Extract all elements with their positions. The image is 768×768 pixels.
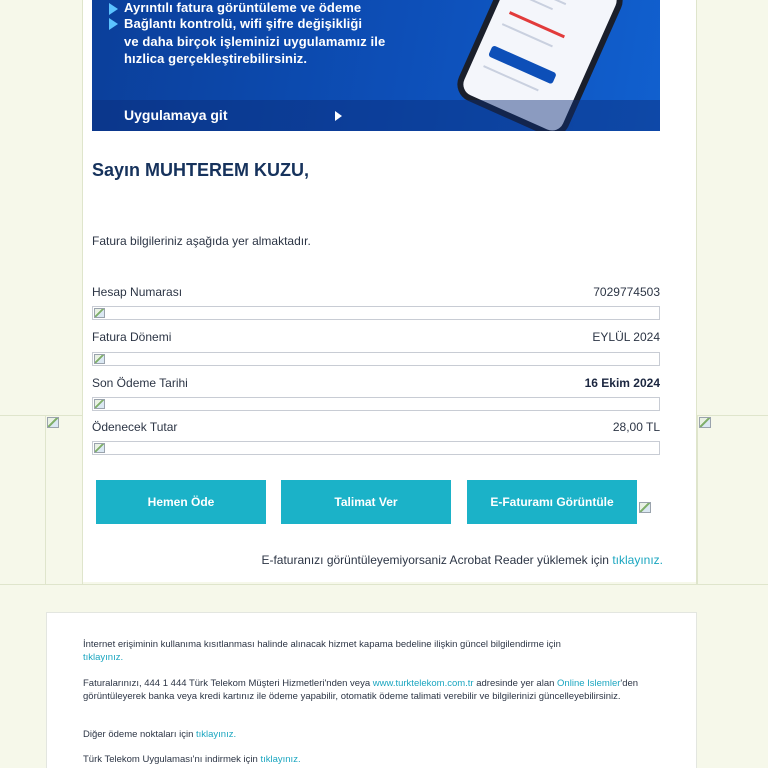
invoice-period-label: Fatura Dönemi xyxy=(92,330,172,344)
frame-line xyxy=(0,584,768,585)
bullet-arrow-icon xyxy=(109,3,118,15)
payment-points-link[interactable]: tıklayınız. xyxy=(196,729,237,740)
acrobat-text: E-faturanızı görüntüleyemiyorsaniz Acrobat Reader yüklemek için xyxy=(261,553,613,567)
due-date-value: 16 Ekim 2024 xyxy=(584,376,660,390)
bullet-arrow-icon xyxy=(109,18,118,30)
side-image-left xyxy=(45,415,83,585)
amount-due-value: 28,00 TL xyxy=(612,420,660,434)
intro-text: Fatura bilgileriniz aşağıda yer almaktadır. xyxy=(92,234,311,248)
amount-due-label: Ödenecek Tutar xyxy=(92,420,178,434)
pay-now-button[interactable]: Hemen Öde xyxy=(96,480,266,524)
app-banner[interactable] xyxy=(92,0,660,131)
footer-paragraph xyxy=(83,728,663,741)
broken-image-icon xyxy=(94,443,105,453)
invoice-period-value: EYLÜL 2024 xyxy=(592,330,660,344)
row-separator xyxy=(92,397,660,411)
footer-text: 'den görüntüleyerek banka veya kredi kartınız ile ödeme yapabilir, otomatik ödeme talimati verebilir ve bilgilerinizi güncelleyebilirsiniz. xyxy=(83,678,639,702)
due-date-label: Son Ödeme Tarihi xyxy=(92,376,188,390)
broken-image-icon xyxy=(47,417,59,428)
banner-line: hızlica gerçekleştirebilirsiniz. xyxy=(124,51,308,66)
turktelekom-link[interactable]: www.turktelekom.com.tr xyxy=(372,678,474,689)
service-closure-link[interactable]: tıklayınız. xyxy=(83,652,124,663)
broken-image-icon xyxy=(94,308,105,318)
side-image-right xyxy=(697,415,768,585)
footer-text: İnternet erişiminin kullanıma kısıtlanması halinde alınacak hizmet kapama bedeline ilişkin güncel bilgilendirme için xyxy=(83,639,561,650)
row-separator xyxy=(92,306,660,320)
account-number-label: Hesap Numarası xyxy=(92,285,183,299)
account-number-value: 7029774503 xyxy=(593,285,660,299)
row-separator xyxy=(92,352,660,366)
broken-image-icon xyxy=(94,399,105,409)
acrobat-link[interactable]: tıklayınız. xyxy=(612,553,663,567)
chevron-right-icon xyxy=(335,111,342,121)
banner-line: ve daha birçok işleminizi uygulamamız ile xyxy=(124,34,386,49)
broken-image-icon xyxy=(699,417,711,428)
open-app-link[interactable]: Uygulamaya git xyxy=(124,107,228,123)
payment-order-button[interactable]: Talimat Ver xyxy=(281,480,451,524)
row-separator xyxy=(92,441,660,455)
broken-image-icon xyxy=(94,354,105,364)
view-einvoice-button[interactable]: E-Faturamı Görüntüle xyxy=(467,480,637,524)
download-app-link[interactable]: tıklayınız. xyxy=(260,754,301,765)
footer-text: Türk Telekom Uygulaması'nı indirmek için xyxy=(83,754,261,765)
banner-line: Ayrıntılı fatura görüntüleme ve ödeme xyxy=(124,0,362,15)
footer-paragraph xyxy=(83,677,663,703)
broken-image-icon xyxy=(639,502,651,513)
banner-line: Bağlantı kontrolü, wifi şifre değişikliği xyxy=(124,16,363,31)
footer-info xyxy=(46,612,697,768)
footer-paragraph xyxy=(83,753,663,766)
footer-paragraph xyxy=(83,638,663,664)
online-islemler-link[interactable]: Online Islemler xyxy=(557,678,621,689)
greeting: Sayın MUHTEREM KUZU, xyxy=(92,160,310,180)
footer-text: adresinde yer alan xyxy=(473,678,558,689)
footer-text: Faturalarınızı, 444 1 444 Türk Telekom Müşteri Hizmetleri'nden veya xyxy=(83,678,373,689)
acrobat-notice xyxy=(261,553,663,567)
footer-text: Diğer ödeme noktaları için xyxy=(83,729,196,740)
